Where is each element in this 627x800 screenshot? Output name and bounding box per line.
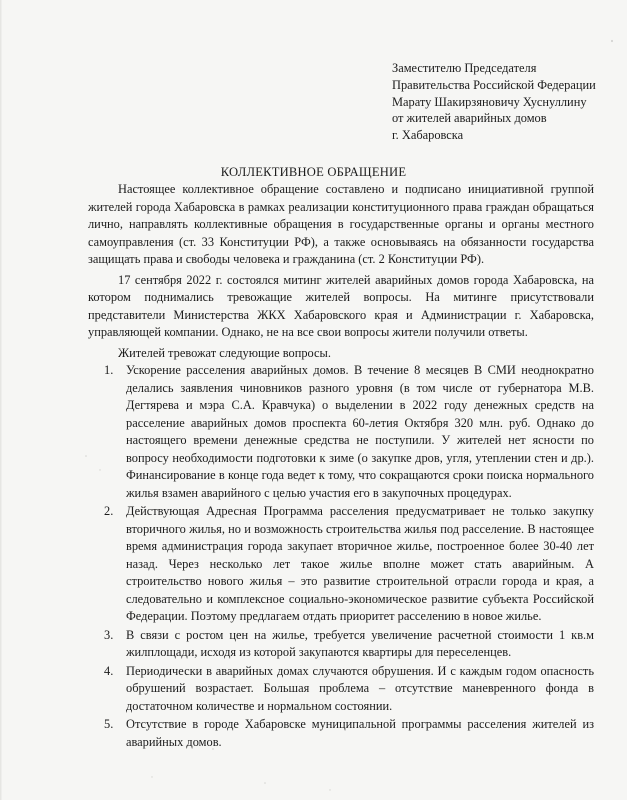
issues-list [88,362,594,751]
list-item [104,362,594,502]
list-item-number: 3. [104,627,114,642]
addressee-block [392,60,624,144]
list-item-text: Ускорение расселения аварийных домов. В течение 8 месяцев В СМИ неоднократно делались заявления чиновников разного уровня (в том числе от губернатора М.В. Дегтярева и мэра С.А. Кравчука) о выделении в 2022 году денежных средств на расселение аварийных домов проспекта 60-летия Октября 320 млн. руб. Однако до настоящего времени денежные средства не поступили. У жителей нет ясности по вопросу необходимости подготовки к зиме (о закупке дров, угля, утеплении стен и др.). Финансирование в конце года ведет к тому, что сокращаются сроки поиска нормального жилья взамен аварийного с целью участия его в закупочных процедурах. [126,363,594,500]
list-intro: Жителей тревожат следующие вопросы. [118,345,331,360]
addressee-line: от жителей аварийных домов [392,111,547,126]
addressee-line: Заместителю Председателя [392,61,537,75]
paragraph-intro: Настоящее коллективное обращение составлено и подписано инициативной группой жителей города Хабаровска в рамках реализации конституционного права граждан обращаться лично, направлять коллективные обращения в государственные органы и органы местного самоуправления (ст. 33 Конституции РФ), а также основываясь на обязанности государства защищать права и свободы человека и гражданина (ст. 2 Конституции РФ). [88,182,594,266]
list-item-number: 2. [104,504,114,518]
document-body [88,181,594,751]
list-item-number: 4. [104,663,114,678]
list-item-text: Периодически в аварийных домах случаются обрушения. И с каждым годом опасность обрушений возрастает. Большая проблема – отсутствие маневренного фонда в достаточном количестве и нормальном состоянии. [126,663,594,713]
list-item-text: В связи с ростом цен на жилье, требуется увеличение расчетной стоимости 1 кв.м жилплощади, исходя из которой закупаются квартиры для переселенцев. [126,627,594,659]
paragraph-rally: 17 сентября 2022 г. состоялся митинг жителей аварийных домов города Хабаровска, на котором поднимались тревожащие жителей вопросы. На митинге присутствовали представители Министерства ЖКХ Хабаровского края и Администрации г. Хабаровска, управляющей компании. Однако, не на все свои вопросы жители получили ответы. [88,272,594,339]
list-item-text: Отсутствие в городе Хабаровске муниципальной программы расселения жителей из аварийных домов. [126,717,594,749]
list-item [104,716,594,751]
document-title: КОЛЛЕКТИВНОЕ ОБРАЩЕНИЕ [220,165,407,179]
addressee-line: Правительства Российской Федерации [392,77,596,92]
list-item-number: 5. [104,717,114,731]
list-item [104,503,594,626]
list-item-text: Действующая Адресная Программа расселения предусматривает не только закупку вторичного жилья, но и возможность строительства жилья под расселение. В настоящее время администрация города закупает вторичное жилье, построенное более 30-40 лет назад. Через несколько лет такое жилье вполне может стать аварийным. А строительство нового жилья – это развитие строительной отрасли города и края, а следовательно и комплексное социально-экономическое развитие субъекта Российской Федерации. Поэтому предлагаем отдать приоритет расселению в новое жилье. [126,504,594,623]
list-item [104,663,594,716]
addressee-line: г. Хабаровска [392,128,464,143]
list-item-number: 1. [104,363,114,377]
list-item [104,627,594,662]
addressee-line: Марату Шакирзяновичу Хуснуллину [392,94,587,109]
